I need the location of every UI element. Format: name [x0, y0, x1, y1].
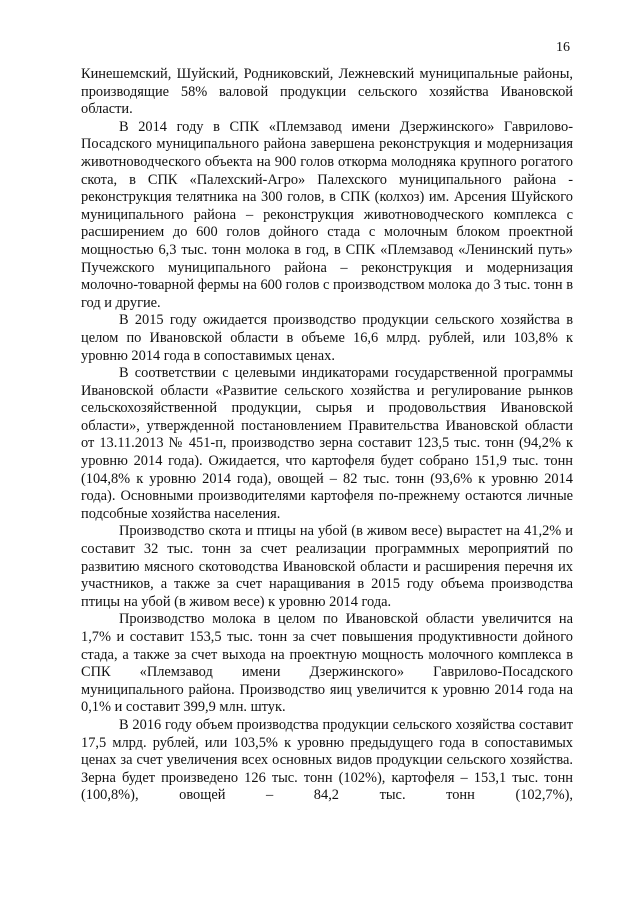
paragraph-6: Производство молока в целом по Ивановской области увеличится на 1,7% и составит 153,5 тыс. тонн за счет повышения продуктивности дойного стада, а также за счет выхода на проектную мощность молочного комплекса в СПК «Племзавод имени Дзержинского» Гаврилово-Посадского муниципального района. Производство яиц увеличится к уровню 2014 года на 0,1% и составит 399,9 млн. штук. — [81, 611, 573, 716]
paragraph-5: Производство скота и птицы на убой (в живом весе) вырастет на 41,2% и составит 32 тыс. тонн за счет реализации программных мероприятий по развитию мясного скотоводства Ивановской области и расширения перечня их участников, а также за счет наращивания в 2015 году объема производства птицы на убой (в живом весе) к уровню 2014 года. — [81, 523, 573, 610]
page-number: 16 — [556, 40, 570, 55]
paragraph-7: В 2016 году объем производства продукции сельского хозяйства составит 17,5 млрд. рублей, или 103,5% к уровню предыдущего года в сопоставимых ценах за счет увеличения всех основных видов продукции сельского хозяйства. Зерна будет произведено 126 тыс. тонн (102%), картофеля – 153,1 тыс. тонн (100,8%), овощей – 84,2 тыс. тонн (102,7%), — [81, 716, 573, 804]
paragraph-3: В 2015 году ожидается производство продукции сельского хозяйства в целом по Ивановской области в объеме 16,6 млрд. рублей, или 103,8% к уровню 2014 года в сопоставимых ценах. — [81, 312, 573, 364]
paragraph-1: Кинешемский, Шуйский, Родниковский, Лежневский муниципальные районы, производящие 58% валовой продукции сельского хозяйства Ивановской области. — [81, 66, 573, 118]
document-body — [81, 66, 573, 805]
paragraph-2: В 2014 году в СПК «Племзавод имени Дзержинского» Гаврилово-Посадского муниципального района завершена реконструкция и модернизация животноводческого объекта на 900 голов откорма молодняка крупного рогатого скота, в СПК «Палехский-Агро» Палехского муниципального района - реконструкция телятника на 300 голов, в СПК (колхоз) им. Арсения Шуйского муниципального района – реконструкция животноводческого комплекса с расширением до 600 голов дойного стада с молочным блоком проектной мощностью 6,3 тыс. тонн молока в год, в СПК «Племзавод «Ленинский путь» Пучежского муниципального района – реконструкция и модернизация молочно-товарной фермы на 600 голов с производством молока до 3 тыс. тонн в год и другие. — [81, 118, 574, 311]
paragraph-4: В соответствии с целевыми индикаторами государственной программы Ивановской области «Развитие сельского хозяйства и регулирование рынков сельскохозяйственной продукции, сырья и продовольствия Ивановской области», утвержденной постановлением Правительства Ивановской области от 13.11.2013 № 451-п, производство зерна составит 123,5 тыс. тонн (94,2% к уровню 2014 года). Ожидается, что картофеля будет собрано 151,9 тыс. тонн (104,8% к уровню 2014 года), овощей – 82 тыс. тонн (93,6% к уровню 2014 года). Основными производителями картофеля по-прежнему остаются личные подсобные хозяйства населения. — [81, 365, 573, 522]
